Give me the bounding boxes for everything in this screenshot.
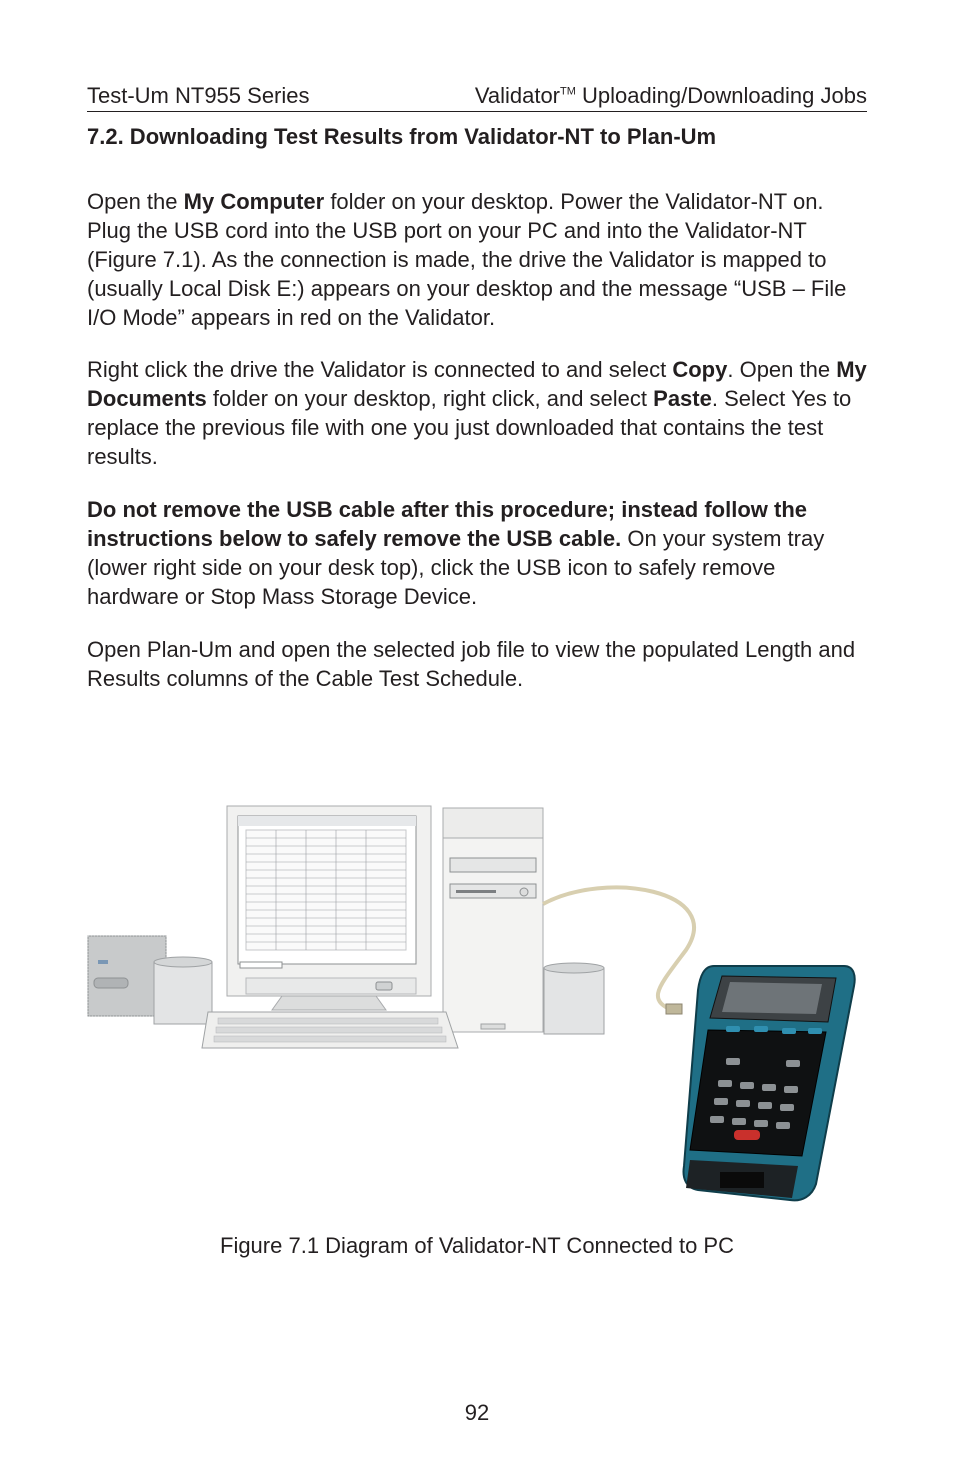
header-product: Test-Um NT955 Series: [87, 83, 310, 108]
figure-caption: Figure 7.1 Diagram of Validator-NT Connected to PC: [220, 1233, 734, 1258]
paragraph-copy-paste: Right click the drive the Validator is connected to and select Copy. Open the My Documents folder on your desktop, right click, and select Paste. Select Yes to replace the previous file with one you just downloaded that contains the test results.: [87, 357, 867, 469]
right-speaker: [544, 963, 604, 1034]
header-chapter: Validator™ Uploading/Downloading Jobs: [474, 83, 867, 108]
paragraph-usb-removal: Do not remove the USB cable after this procedure; instead follow the instructions below to safely remove the USB cable. On your system tray (lower right side on your desk top), click the USB icon to safely remove hardware or Stop Mass Storage Device.: [87, 497, 825, 609]
keyboard: [202, 1012, 458, 1048]
pc-tower: [443, 808, 543, 1032]
running-header: [87, 81, 867, 112]
figure-pc-connection: [86, 800, 862, 1210]
monitor: [227, 806, 431, 1010]
section-title: 7.2. Downloading Test Results from Validator-NT to Plan-Um: [87, 124, 717, 149]
paragraph-open-plan-um: Open Plan-Um and open the selected job file to view the populated Length and Results columns of the Cable Test Schedule.: [87, 637, 856, 691]
paragraph-connect: Open the My Computer folder on your desktop. Power the Validator-NT on. Plug the USB cord into the USB port on your PC and into the Validator-NT (Figure 7.1). As the connection is made, the drive the Validator is mapped to (usually Local Disk E:) appears on your desktop and the message “USB – File I/O Mode” appears in red on the Validator.: [87, 189, 847, 330]
validator-nt-device: [684, 966, 855, 1200]
left-speaker-unit: [88, 936, 212, 1024]
page-number: 92: [464, 1400, 490, 1425]
